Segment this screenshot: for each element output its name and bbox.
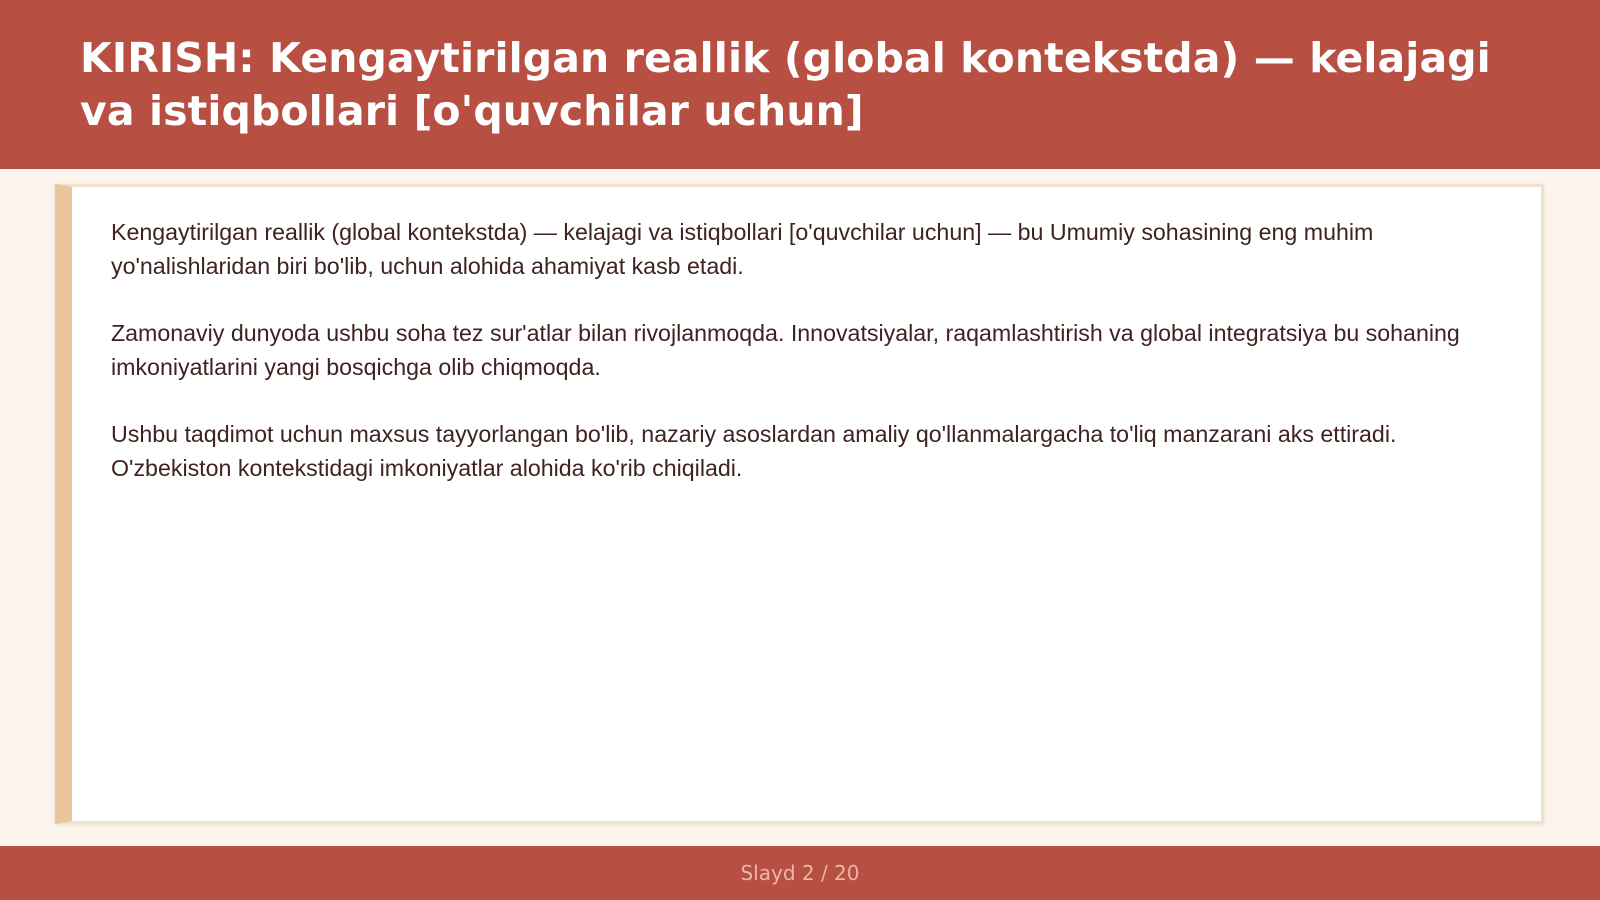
content-card — [55, 184, 1544, 824]
presentation-paragraph: Ushbu taqdimot uchun maxsus tayyorlangan bo'lib, nazariy asoslardan amaliy qo'llanmalargacha to'liq manzarani aks ettiradi. O'zbekiston kontekstidagi imkoniyatlar alohida ko'rib chiqiladi. — [111, 421, 1397, 481]
slide-counter: Slayd 2 / 20 — [740, 861, 860, 885]
slide-title: KIRISH: Kengaytirilgan reallik (global kontekstda) — kelajagi va istiqbollari [o'quvchilar uchun] — [80, 34, 1491, 135]
content-body — [111, 215, 1501, 518]
intro-paragraph: Kengaytirilgan reallik (global kontekstda) — kelajagi va istiqbollari [o'quvchilar uchun] — bu Umumiy sohasining eng muhim yo'nalishlaridan biri bo'lib, uchun alohida ahamiyat kasb etadi. — [111, 219, 1374, 279]
slide-header — [0, 0, 1600, 169]
development-paragraph: Zamonaviy dunyoda ushbu soha tez sur'atlar bilan rivojlanmoqda. Innovatsiyalar, raqamlashtirish va global integratsiya bu sohaning imkoniyatlarini yangi bosqichga olib chiqmoqda. — [111, 320, 1460, 380]
slide-footer — [0, 846, 1600, 900]
